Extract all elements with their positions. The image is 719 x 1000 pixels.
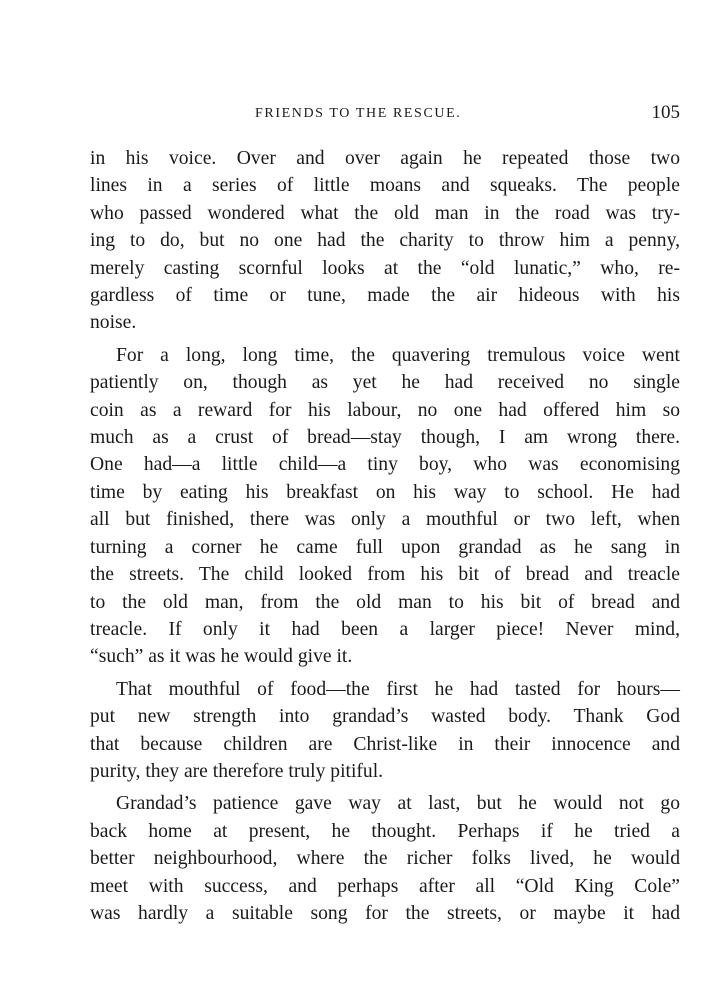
- text-line: was hardly a suitable song for the streets, or maybe it had: [90, 902, 680, 924]
- text-line: “such” as it was he would give it.: [90, 646, 353, 668]
- body-text: [90, 145, 680, 932]
- text-line: in his voice. Over and over again he repeated those two: [90, 148, 680, 169]
- text-line: lines in a series of little moans and squeaks. The people: [90, 175, 680, 197]
- text-line: turning a corner he came full upon grandad as he sang in: [90, 536, 680, 558]
- page-number: 105: [651, 102, 680, 123]
- text-line: patiently on, though as yet he had received no single: [90, 372, 680, 394]
- text-line: better neighbourhood, where the richer folks lived, he would: [90, 848, 680, 870]
- text-line: that because children are Christ-like in their innocence and: [90, 733, 680, 755]
- text-line: noise.: [90, 312, 137, 334]
- text-line: Grandad’s patience gave way at last, but he would not go: [116, 793, 680, 815]
- text-line: treacle. If only it had been a larger piece! Never mind,: [90, 618, 680, 640]
- paragraph: [90, 676, 680, 786]
- text-line: gardless of time or tune, made the air hideous with his: [90, 285, 680, 307]
- paragraph: [90, 790, 680, 927]
- text-line: purity, they are therefore truly pitiful.: [90, 760, 384, 782]
- text-line: time by eating his breakfast on his way to school. He had: [90, 481, 680, 503]
- text-line: One had—a little child—a tiny boy, who was economising: [90, 454, 680, 476]
- text-line: ing to do, but no one had the charity to throw him a penny,: [90, 230, 680, 252]
- paragraph: [90, 342, 680, 671]
- text-line: to the old man, from the old man to his bit of bread and: [90, 591, 680, 613]
- text-line: That mouthful of food—the first he had tasted for hours—: [116, 678, 680, 700]
- text-line: who passed wondered what the old man in the road was try-: [90, 202, 680, 224]
- running-head: [90, 102, 710, 126]
- text-line: all but finished, there was only a mouthful or two left, when: [90, 509, 680, 531]
- text-line: merely casting scornful looks at the “old lunatic,” who, re-: [90, 257, 680, 279]
- text-line: put new strength into grandad’s wasted body. Thank God: [90, 706, 680, 728]
- text-line: coin as a reward for his labour, no one had offered him so: [90, 399, 680, 421]
- running-title: FRIENDS TO THE RESCUE.: [255, 106, 462, 121]
- text-line: much as a crust of bread—stay though, I am wrong there.: [90, 427, 680, 449]
- text-line: back home at present, he thought. Perhaps if he tried a: [90, 820, 680, 842]
- text-line: meet with success, and perhaps after all “Old King Cole”: [90, 875, 680, 897]
- text-line: the streets. The child looked from his bit of bread and treacle: [90, 564, 680, 586]
- paragraph: [90, 145, 680, 337]
- text-line: For a long, long time, the quavering tremulous voice went: [116, 344, 680, 366]
